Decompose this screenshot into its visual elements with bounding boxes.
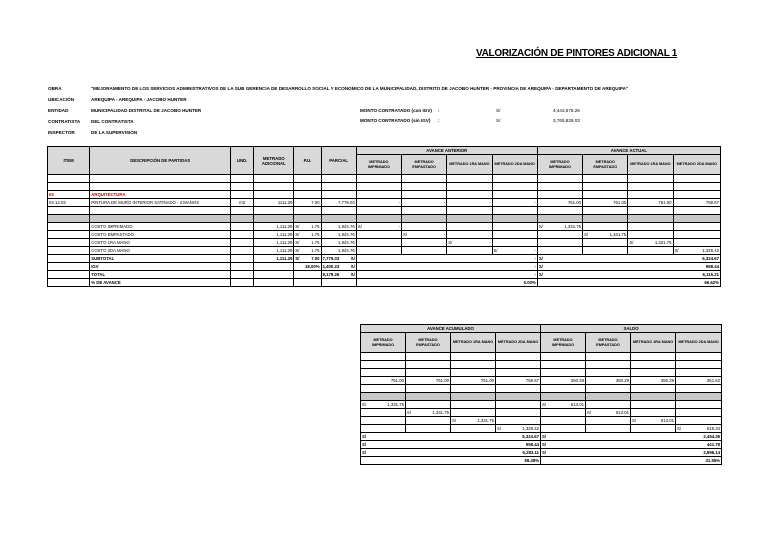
ubicacion-value: AREQUIPA - AREQUIPA - JACOBO HUNTER (91, 97, 187, 102)
monto-igv-value: 4,443,678.26 (553, 108, 580, 113)
cost-parcial: 1,944.76 (321, 239, 356, 247)
cost-ant: - (534, 247, 536, 253)
acum-currency: S/ (407, 409, 412, 415)
cost-acum: 1,331.75 (477, 417, 494, 423)
cost-desc: COSTO 1RA MANO (90, 239, 231, 247)
acum-currency: S/ (452, 417, 457, 423)
saldo-currency: S/ (542, 401, 547, 407)
table-row (361, 385, 722, 393)
total-saldo: 2,896.14 (703, 449, 721, 455)
header-act-2da: METRADO 2DA MANO (673, 155, 720, 175)
main-table (47, 146, 721, 287)
entidad-value: MUNICIPALIDAD DISTRITAL DE JACOBO HUNTER (91, 108, 202, 113)
obra-label: OBRA (48, 86, 62, 91)
header-act-imprimado: METRADO IMPRIMADO (537, 155, 582, 175)
cost-act-currency: S/ (674, 247, 679, 253)
avance-acum-row (361, 457, 722, 465)
saldo-currency: S/ (677, 425, 682, 431)
table-row (48, 207, 721, 215)
table-row (361, 353, 722, 361)
partida-metrado: 1111.29 (254, 199, 294, 207)
header-und: UND. (231, 147, 254, 175)
cost-act-currency: S/ (584, 231, 589, 237)
igv-parcial: 1,400.23 (322, 263, 340, 269)
partida-desc: PINTURA DE MURO INTERIOR SATINADO - 2 MANOS (90, 199, 231, 207)
monto-sin-igv-value: 3,765,829.03 (553, 118, 580, 123)
cost-metrado: 1,111.29 (254, 247, 294, 255)
igv-saldo: 441.78 (706, 441, 721, 447)
igv-acum-row (361, 441, 722, 449)
cost-pu: 1.75 (311, 231, 320, 237)
inspector-value: DE LA SUPERVISIÓN (91, 130, 138, 135)
igv-label: IGV (90, 263, 231, 271)
cost-currency: S/ (295, 231, 300, 237)
gray-separator-row (48, 215, 721, 223)
saldo-2: 350.29 (631, 377, 676, 385)
cost-act: 1,331.75 (609, 231, 627, 237)
cost-row (48, 239, 721, 247)
total-saldo-currency: S/ (542, 449, 547, 455)
avance-row (48, 279, 721, 287)
subtotal-currency: S/ (295, 255, 300, 261)
cost-saldo: 613.01 (570, 401, 585, 407)
igv-act: 958.44 (705, 263, 719, 269)
section-row (48, 191, 721, 199)
header-acum-empastado: METRADO EMPASTADO (406, 333, 451, 353)
header-saldo-empastado: METRADO EMPASTADO (586, 333, 631, 353)
partida-act-1: 761.00 (583, 199, 628, 207)
cost-parcial: 1,944.76 (321, 223, 356, 231)
total-parcial-currency: S/ (350, 271, 355, 277)
partida-und: m2 (231, 199, 254, 207)
igv-parcial-currency: S/ (350, 263, 355, 269)
avance-act: 66.62% (537, 279, 720, 287)
saldo-3: 351.62 (676, 377, 722, 385)
cost-act-currency: S/ (629, 239, 634, 245)
cost-act: 1,331.75 (654, 239, 672, 245)
subtotal-saldo-currency: S/ (542, 433, 547, 439)
header-ant-empastado: METRADO EMPASTADO (402, 155, 447, 175)
header-ant-imprimado: METRADO IMPRIMADO (356, 155, 401, 175)
total-act: 6,115.21 (702, 271, 719, 277)
cost-currency: S/ (295, 239, 300, 245)
cost-parcial: 1,944.76 (321, 247, 356, 255)
header-acum-1ra: METRADO 1RA MANO (451, 333, 496, 353)
acum-currency: S/ (362, 401, 367, 407)
cost-row (48, 223, 721, 231)
total-row (48, 271, 721, 279)
header-descripcion: DESCRIPCIÓN DE PARTIDAS (90, 147, 231, 175)
cost-acum: 1,331.75 (432, 409, 449, 415)
cost-saldo: 613.01 (615, 409, 630, 415)
header-act-empastado: METRADO EMPASTADO (583, 155, 628, 175)
cost-metrado: 1,111.29 (254, 239, 294, 247)
header-pu: P.U. (294, 147, 321, 175)
cost-currency: S/ (295, 247, 300, 253)
cost-pu: 1.75 (311, 223, 320, 229)
cost-acum: 1,331.75 (387, 401, 404, 407)
table-row (361, 361, 722, 369)
acum-1: 761.00 (406, 377, 451, 385)
total-parcial: 9,179.26 (322, 271, 340, 277)
subtotal-act-currency: S/ (538, 255, 543, 261)
partida-ant-3: - (492, 199, 537, 207)
cost-currency: S/ (295, 223, 300, 229)
gray-separator-row (361, 393, 722, 401)
igv-acum-currency: S/ (362, 441, 367, 447)
acum-0: 761.00 (361, 377, 406, 385)
igv-row (48, 263, 721, 271)
saldo-0: 350.29 (541, 377, 586, 385)
avance-label: % DE AVANCE (90, 279, 231, 287)
monto-igv-currency: S/ (496, 108, 501, 113)
monto-sin-igv-currency: S/ (496, 118, 501, 123)
cost-acum-row (361, 409, 722, 417)
cost-desc: COSTO 2DA MANO (90, 247, 231, 255)
header-act-1ra: METRADO 1RA MANO (628, 155, 673, 175)
cost-row (48, 247, 721, 255)
igv-acum: 958.44 (525, 441, 540, 447)
header-ant-1ra: METRADO 1RA MANO (447, 155, 492, 175)
igv-pct: 18.00% (294, 263, 321, 271)
monto-sin-igv-label: MONTO CONTRATADO (sin IGV) (360, 118, 431, 123)
partida-act-3: 759.67 (673, 199, 720, 207)
header-avance-actual: AVANCE ACTUAL (537, 147, 720, 155)
total-act-currency: S/ (538, 271, 543, 277)
subtotal-acum: 5,324.67 (522, 433, 540, 439)
saldo-1: 350.29 (586, 377, 631, 385)
total-acum-row (361, 449, 722, 457)
acum-2: 761.00 (451, 377, 496, 385)
header-saldo-imprimado: METRADO IMPRIMADO (541, 333, 586, 353)
header-metrado-adicional: METRADO ADICIONAL (254, 147, 294, 175)
header-acum-imprimado: METRADO IMPRIMADO (361, 333, 406, 353)
subtotal-parcial: 7,779.03 (322, 255, 340, 261)
cost-ant-currency: S/ (493, 247, 498, 253)
igv-saldo-currency: S/ (542, 441, 547, 447)
partida-parcial: 7,779.03 (321, 199, 356, 207)
monto-igv-colon: : (438, 108, 440, 113)
partida-acum-row (361, 377, 722, 385)
acumulado-saldo-table (360, 324, 722, 465)
header-avance-anterior: AVANCE ANTERIOR (356, 147, 537, 155)
cost-desc: COSTO EMPASTADO (90, 231, 231, 239)
cost-row (48, 231, 721, 239)
entidad-label: ENTIDAD (48, 108, 69, 113)
saldo-currency: S/ (587, 409, 592, 415)
table-row (48, 183, 721, 191)
subtotal-acum-row (361, 433, 722, 441)
header-ant-2da: METRADO 2DA MANO (492, 155, 537, 175)
header-saldo: SALDO (541, 325, 722, 333)
cost-act: 1,331.75 (564, 223, 582, 229)
partida-act-2: 761.00 (628, 199, 673, 207)
cost-ant: - (398, 223, 401, 229)
section-desc: ARQUITECTURA (90, 191, 231, 199)
partida-ant-1: - (402, 199, 447, 207)
inspector-label: INSPECTOR (48, 130, 75, 135)
cost-parcial: 1,944.76 (321, 231, 356, 239)
avance-ant: 0.00% (356, 279, 537, 287)
obra-value: "MEJORAMIENTO DE LOS SERVICIOS ADMINISTRATIVOS DE LA SUB GERENCIA DE DESARROLLO SOCIAL Y ECONOMICO DE LA MUNICIPALIDAD, DISTRITO DE JACOBO HUNTER - PROVINCIA DE AREQUIPA - DEPARTAMENTO DE AREQUIPA" (91, 86, 629, 91)
avance-acum: 68.48% (361, 457, 541, 465)
cost-ant: - (443, 231, 446, 237)
cost-saldo: 613.01 (660, 417, 675, 423)
contratista-value: DEL CONTRATISTA (91, 119, 134, 124)
subtotal-metrado: 1,111.29 (254, 255, 294, 263)
partida-act-0: 761.00 (537, 199, 582, 207)
total-ant: - (356, 271, 537, 279)
table-row (361, 369, 722, 377)
igv-ant: - (356, 263, 537, 271)
subtotal-acum-currency: S/ (362, 433, 367, 439)
partida-ant-0: - (356, 199, 401, 207)
igv-act-currency: S/ (538, 263, 543, 269)
section-item: 03 (48, 191, 90, 199)
header-saldo-2da: METRADO 2DA MANO (676, 333, 722, 353)
ubicacion-label: UBICACIÓN (48, 97, 75, 102)
header-parcial: PARCIAL (321, 147, 356, 175)
cost-metrado: 1,111.29 (254, 231, 294, 239)
partida-item: 03.12.02 (48, 199, 90, 207)
total-label: TOTAL (90, 271, 231, 279)
subtotal-act: 5,324.67 (702, 255, 719, 261)
cost-acum-row (361, 425, 722, 433)
avance-saldo: 31.55% (541, 457, 722, 465)
subtotal-pu: 7.00 (311, 255, 320, 261)
partida-pu: 7.00 (294, 199, 321, 207)
total-acum: 6,283.11 (522, 449, 540, 455)
subtotal-label: SUBTOTAL (90, 255, 231, 263)
cost-desc: COSTO IMPRIMADO (90, 223, 231, 231)
acum-currency: S/ (497, 425, 502, 431)
page-title: VALORIZACIÓN DE PINTORES ADICIONAL 1 (476, 48, 678, 59)
header-acum-2da: METRADO 2DA MANO (496, 333, 541, 353)
cost-metrado: 1,111.29 (254, 223, 294, 231)
header-item: ITEM (48, 147, 90, 175)
cost-ant-currency: S/ (357, 223, 362, 229)
subtotal-parcial-currency: S/ (350, 255, 355, 261)
acum-3: 759.67 (496, 377, 541, 385)
cost-acum-row (361, 417, 722, 425)
cost-act: 1,329.42 (702, 247, 719, 253)
cost-pu: 1.75 (311, 247, 320, 253)
partida-row (48, 199, 721, 207)
cost-saldo: 615.34 (706, 425, 721, 431)
subtotal-saldo: 2,454.36 (703, 433, 721, 439)
cost-ant-currency: S/ (403, 231, 408, 237)
cost-acum: 1,329.42 (522, 425, 540, 431)
subtotal-row (48, 255, 721, 263)
table-header-row (48, 147, 721, 155)
cost-acum-row (361, 401, 722, 409)
cost-pu: 1.75 (311, 239, 320, 245)
monto-igv-label: MONTO CONTRATADO (con IGV) (360, 108, 432, 113)
total-acum-currency: S/ (362, 449, 367, 455)
cost-act-currency: S/ (538, 223, 543, 229)
partida-ant-2: - (447, 199, 492, 207)
cost-ant: - (489, 239, 491, 245)
header-avance-acumulado: AVANCE ACUMULADO (361, 325, 541, 333)
subtotal-ant: - (356, 255, 537, 263)
table-row (48, 175, 721, 183)
header-saldo-1ra: METRADO 1RA MANO (631, 333, 676, 353)
cost-ant-currency: S/ (448, 239, 453, 245)
monto-sin-igv-colon: : (438, 118, 440, 123)
contratista-label: CONTRATISTA (48, 119, 81, 124)
saldo-currency: S/ (632, 417, 637, 423)
